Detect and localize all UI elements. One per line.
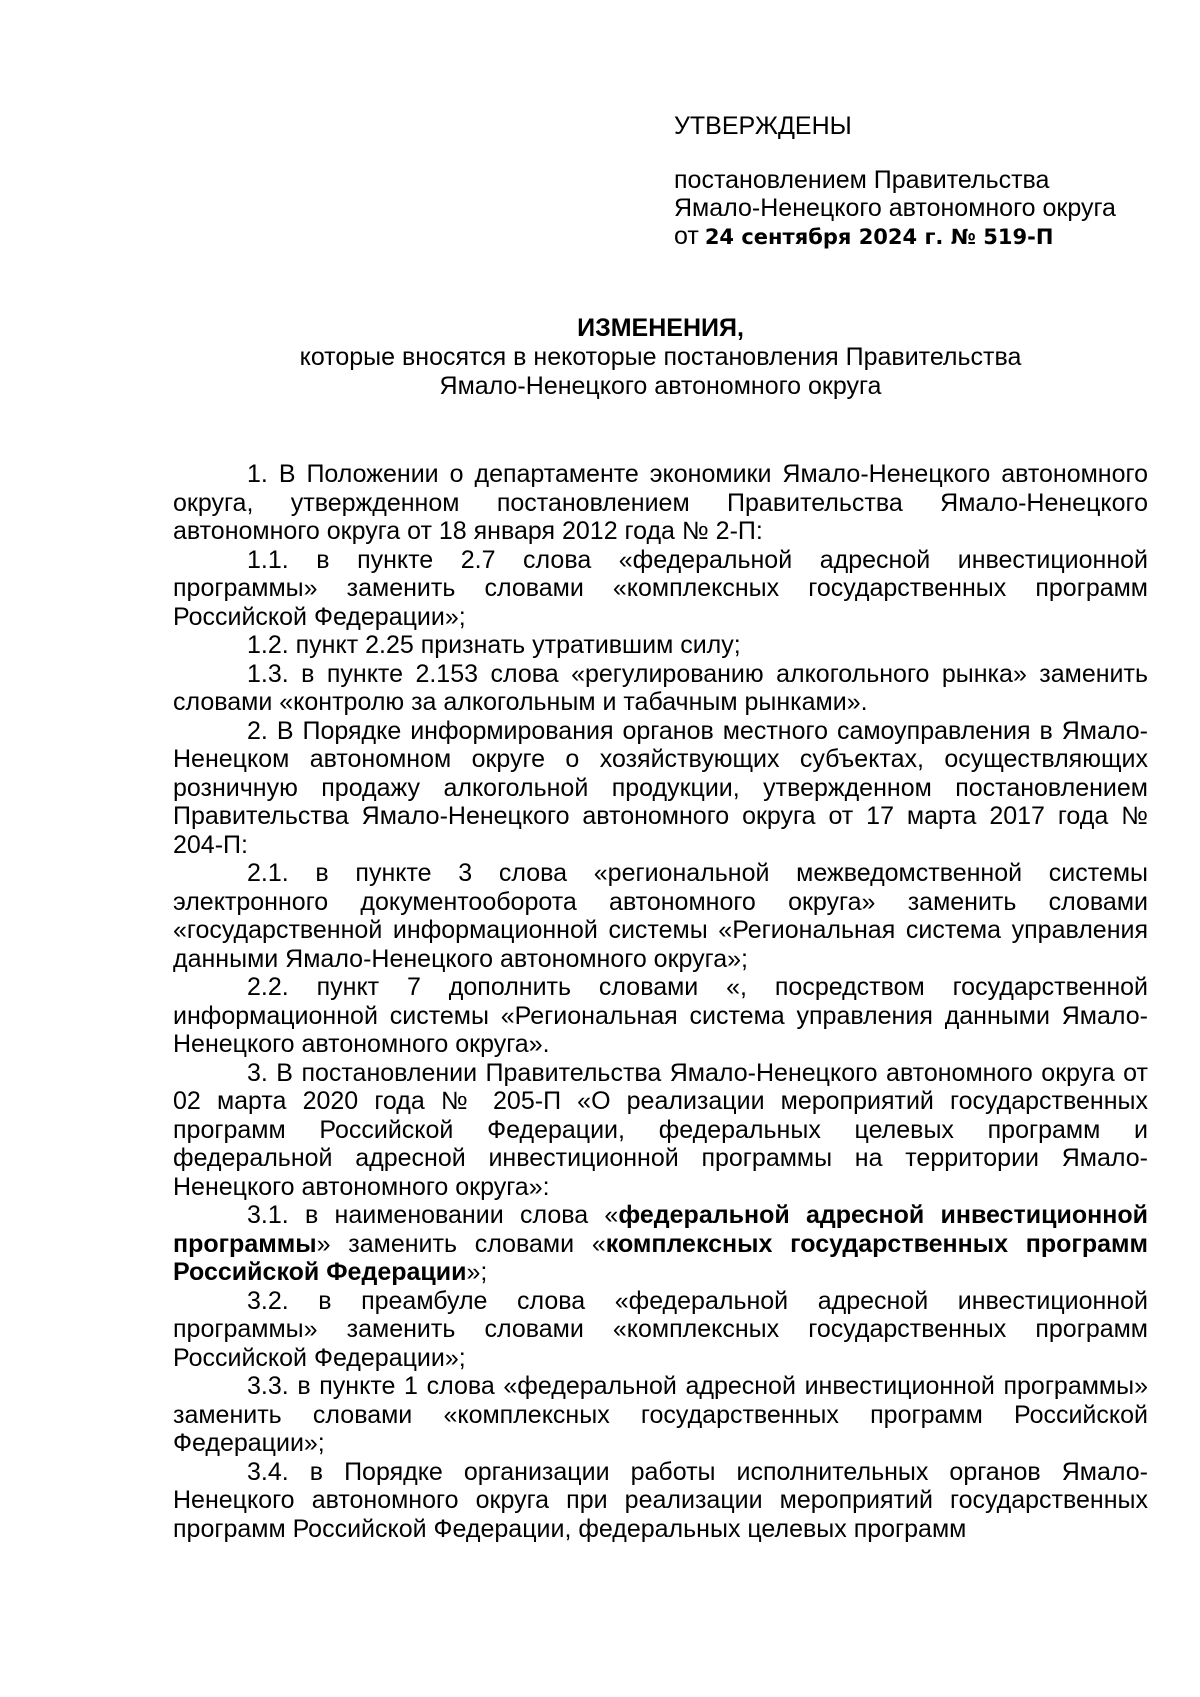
document-subtitle-line-2: Ямало-Ненецкого автономного округа xyxy=(439,372,882,400)
paragraph-2: 2. В Порядке информирования органов местного самоуправления в Ямало-Ненецком автономном округе о хозяйствующих субъектах, осуществляющих розничную продажу алкогольной продукции, утвержденном постановлением Правительства Ямало-Ненецкого автономного округа от 17 марта 2017 года № 204-П: xyxy=(173,716,1148,859)
paragraph-3-1-text-a: 3.1. в наименовании слова « xyxy=(247,1201,619,1229)
document-title: ИЗМЕНЕНИЯ, xyxy=(577,314,744,342)
approval-line-2: Ямало-Ненецкого автономного округа xyxy=(674,194,1116,222)
approval-title: УТВЕРЖДЕНЫ xyxy=(674,112,852,140)
paragraph-3-1-text-e: »; xyxy=(466,1258,488,1286)
document-body xyxy=(173,460,1148,1543)
document-subtitle-line-1: которые вносятся в некоторые постановления Правительства xyxy=(299,343,1022,371)
paragraph-1: 1. В Положении о департаменте экономики Ямало-Ненецкого автономного округа, утвержденном постановлением Правительства Ямало-Ненецкого автономного округа от 18 января 2012 года № 2-П: xyxy=(173,460,1148,545)
paragraph-3-1-bold-new-term: комплексных государственных программ Российской Федерации xyxy=(173,1229,1148,1286)
decree-date: 24 сентября 2024 г. № 519-П xyxy=(704,225,1054,249)
paragraph-3-4: 3.4. в Порядке организации работы исполнительных органов Ямало-Ненецкого автономного округа при реализации мероприятий государственных программ Российской Федерации, федеральных целевых программ xyxy=(173,1457,1148,1543)
paragraph-1-3: 1.3. в пункте 2.153 слова «регулированию алкогольного рынка» заменить словами «контролю за алкогольным и табачным рынками». xyxy=(173,659,1148,716)
paragraph-1-2: 1.2. пункт 2.25 признать утратившим силу; xyxy=(247,631,741,659)
paragraph-3: 3. В постановлении Правительства Ямало-Ненецкого автономного округа от 02 марта 2020 года № 205-П «О реализации мероприятий государственных программ Российской Федерации, федеральных целевых программ и федеральной адресной инвестиционной программы на территории Ямало-Ненецкого автономного округа»: xyxy=(173,1058,1148,1201)
paragraph-2-2: 2.2. пункт 7 дополнить словами «, посредством государственной информационной системы «Региональная система управления данными Ямало-Ненецкого автономного округа». xyxy=(173,973,1148,1058)
paragraph-2-1: 2.1. в пункте 3 слова «региональной межведомственной системы электронного документооборота автономного округа» заменить словами «государственной информационной системы «Региональная система управления данными Ямало-Ненецкого автономного округа»; xyxy=(173,859,1148,973)
approval-date-line xyxy=(674,222,1144,251)
paragraph-3-3: 3.3. в пункте 1 слова «федеральной адресной инвестиционной программы» заменить словами «комплексных государственных программ Российской Федерации»; xyxy=(173,1372,1148,1457)
paragraph-3-2: 3.2. в преамбуле слова «федеральной адресной инвестиционной программы» заменить словами «комплексных государственных программ Российской Федерации»; xyxy=(173,1286,1148,1372)
document-heading xyxy=(173,314,1148,401)
approval-line-1: постановлением Правительства xyxy=(674,166,1050,194)
paragraph-1-1: 1.1. в пункте 2.7 слова «федеральной адресной инвестиционной программы» заменить словами «комплексных государственных программ Российской Федерации»; xyxy=(173,545,1148,631)
paragraph-3-1-text-c: » заменить словами « xyxy=(316,1229,606,1258)
approval-date-prefix: от xyxy=(674,222,699,250)
paragraph-3-1 xyxy=(173,1201,1148,1287)
paragraph-3-1-bold-old-term: федеральной адресной инвестиционной программы xyxy=(173,1201,1148,1258)
approval-block xyxy=(674,112,1144,251)
